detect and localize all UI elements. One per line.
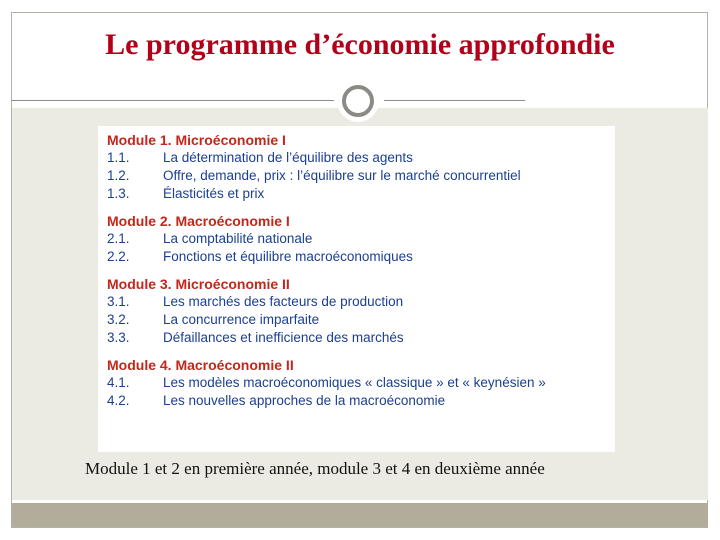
item-number: 1.1. [107, 150, 130, 165]
module-item [107, 248, 615, 266]
module-item [107, 329, 615, 347]
item-number: 4.1. [107, 375, 130, 390]
ring-ornament-icon [337, 80, 379, 122]
module-item [107, 167, 615, 185]
item-label: Fonctions et équilibre macroéconomiques [163, 249, 413, 264]
item-number: 2.1. [107, 231, 130, 246]
item-label: Les nouvelles approches de la macroéconomie [163, 393, 446, 408]
item-number: 3.1. [107, 294, 130, 309]
module-item [107, 374, 615, 392]
item-label: La détermination de l’équilibre des agents [163, 150, 413, 165]
module-item [107, 293, 615, 311]
slide-title: Le programme d’économie approfondie [105, 28, 615, 61]
item-label: La comptabilité nationale [163, 231, 313, 246]
item-number: 3.3. [107, 330, 130, 345]
item-number: 4.2. [107, 393, 130, 408]
module-item [107, 311, 615, 329]
item-number: 1.3. [107, 186, 130, 201]
module-title: Module 3. Microéconomie II [107, 276, 290, 292]
module-4 [107, 356, 615, 410]
module-item [107, 185, 615, 203]
module-1 [107, 131, 615, 203]
module-item [107, 230, 615, 248]
item-label: Défaillances et inefficience des marchés [163, 330, 404, 345]
item-label: Les modèles macroéconomiques « classique » et « keynésien » [163, 375, 546, 390]
module-2 [107, 212, 615, 266]
item-label: Les marchés des facteurs de production [163, 294, 404, 309]
item-number: 1.2. [107, 168, 130, 183]
title-divider-right [384, 100, 525, 101]
item-number: 2.2. [107, 249, 130, 264]
item-label: Élasticités et prix [163, 186, 265, 201]
item-number: 3.2. [107, 312, 130, 327]
item-label: Offre, demande, prix : l’équilibre sur le marché concurrentiel [163, 168, 521, 183]
item-label: La concurrence imparfaite [163, 312, 320, 327]
module-title: Module 4. Macroéconomie II [107, 357, 294, 373]
title-divider-left [12, 100, 334, 101]
module-item [107, 149, 615, 167]
slide-caption: Module 1 et 2 en première année, module 3 et 4 en deuxième année [85, 459, 545, 478]
module-title: Module 1. Microéconomie I [107, 132, 286, 148]
module-item [107, 392, 615, 410]
ring-inner-circle [342, 85, 374, 117]
module-title: Module 2. Macroéconomie I [107, 213, 290, 229]
module-list [98, 126, 615, 452]
module-3 [107, 275, 615, 347]
bottom-bar [12, 503, 708, 527]
